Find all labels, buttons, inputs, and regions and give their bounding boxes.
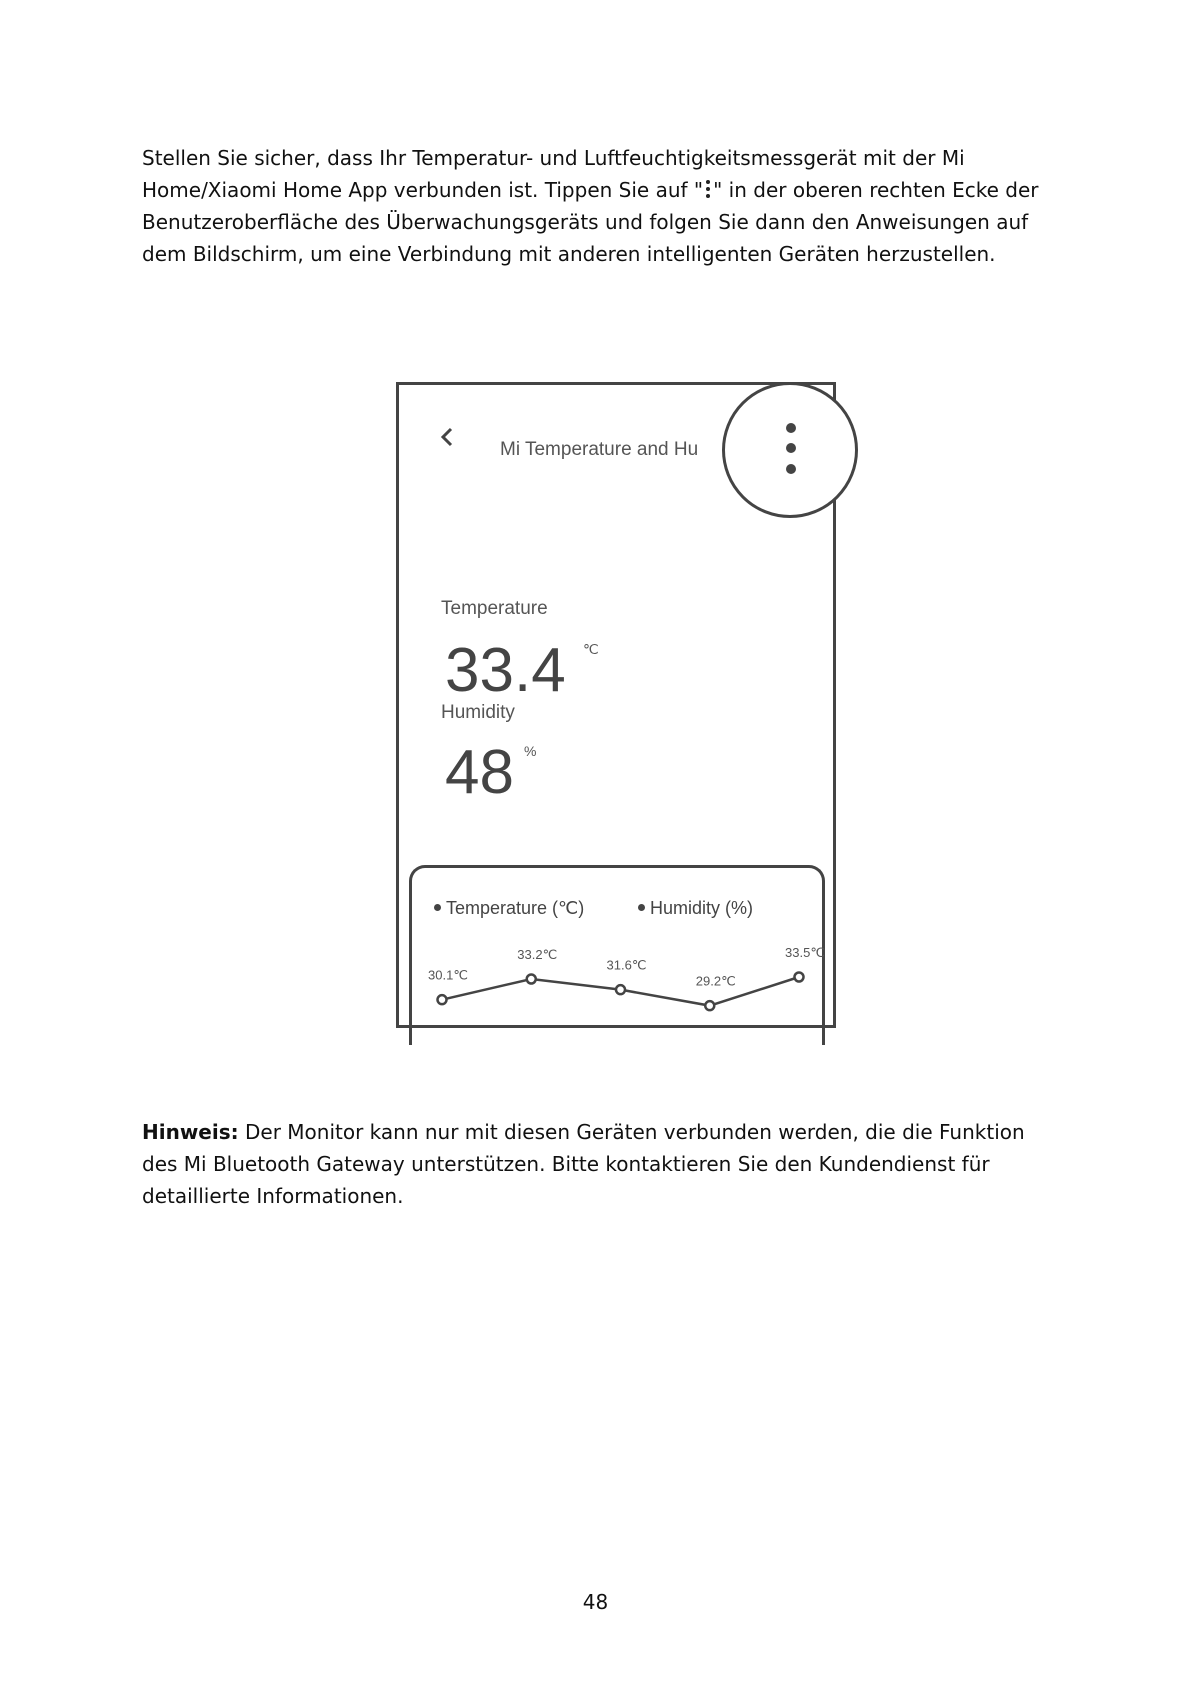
chevron-left-icon[interactable]: [435, 425, 459, 449]
temperature-point[interactable]: [795, 973, 804, 982]
intro-text-start: Stellen Sie sicher, dass Ihr Temperatur- und Luftfeuchtigkeitsmessgerät mit der Mi Home/Xiaomi Home App verbunden ist. Tippen Sie auf ": [142, 146, 965, 202]
temperature-point[interactable]: [527, 975, 536, 984]
legend-humidity[interactable]: Humidity (%): [638, 898, 753, 919]
note-label: Hinweis:: [142, 1120, 239, 1144]
humidity-unit: %: [524, 743, 537, 759]
temperature-unit: ℃: [583, 641, 599, 657]
temperature-line-chart: [412, 868, 828, 1028]
temperature-data-label: 29.2℃: [695, 973, 736, 989]
history-chart[interactable]: [409, 865, 825, 1045]
temperature-data-label: 33.2℃: [517, 947, 558, 962]
page-number: 48: [582, 1590, 609, 1614]
intro-text-end: " in der oberen rechten Ecke der Benutzeroberfläche des Überwachungsgeräts und folgen Sie dann den Anweisungen auf dem Bildschirm, um eine Verbindung mit anderen intelligenten Geräten herzustellen.: [142, 178, 1039, 266]
kebab-menu-icon-highlight[interactable]: [722, 382, 858, 518]
app-title: Mi Temperature and Hu: [500, 439, 699, 460]
note-text: Der Monitor kann nur mit diesen Geräten verbunden werden, die die Funktion des Mi Bluetooth Gateway unterstützen. Bitte kontaktieren Sie den Kundendienst für detaillierte Informationen.: [142, 1120, 1025, 1208]
kebab-menu-icon: [703, 178, 713, 200]
temperature-point[interactable]: [705, 1001, 714, 1010]
temperature-point[interactable]: [616, 985, 625, 994]
temperature-data-label: 30.1℃: [428, 967, 468, 983]
temperature-value: 33.4: [445, 636, 566, 705]
humidity-value: 48: [445, 738, 514, 807]
note-paragraph: [142, 1116, 1062, 1212]
intro-paragraph: [142, 142, 1062, 270]
legend-temperature[interactable]: Temperature (℃): [434, 898, 584, 919]
temperature-data-label: 33.5℃: [785, 945, 825, 960]
temperature-label: Temperature: [441, 598, 548, 619]
temperature-point[interactable]: [438, 995, 447, 1004]
temperature-data-label: 31.6℃: [606, 957, 647, 973]
humidity-label: Humidity: [441, 702, 515, 723]
